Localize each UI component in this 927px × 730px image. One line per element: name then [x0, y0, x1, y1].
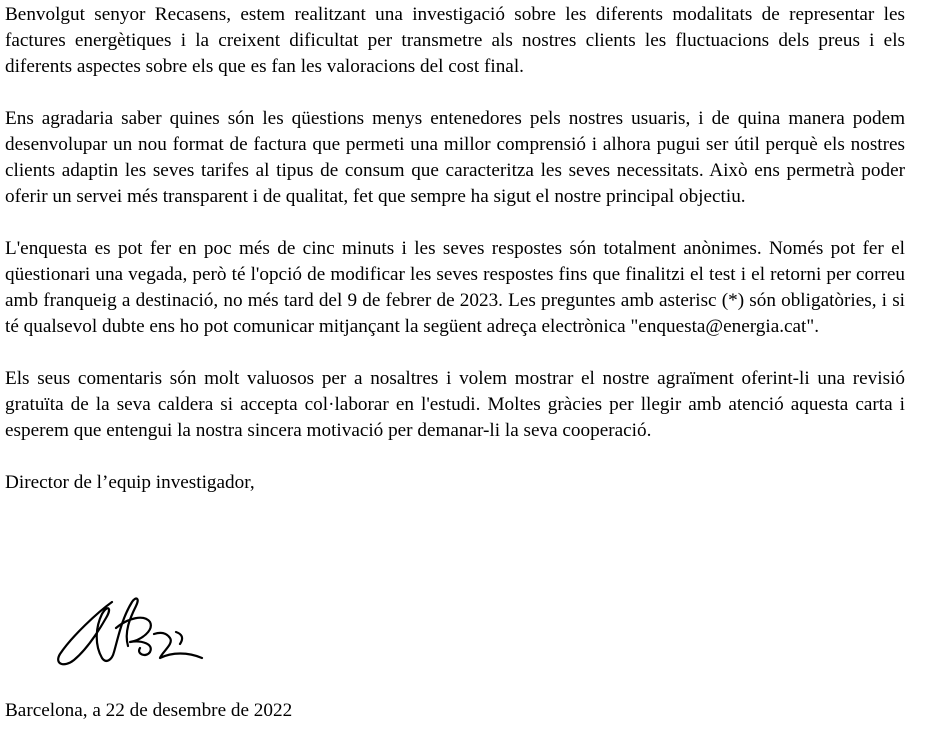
closing-line: Director de l’equip investigador, [5, 472, 255, 493]
handwritten-signature [50, 588, 220, 670]
letter-body [5, 2, 905, 496]
paragraph-purpose: Ens agradaria saber quines són les qüestions menys entenedores pels nostres usuaris, i de quina manera podem desenvolupar un nou format de factura que permeti una millor comprensió i alhora pugui ser útil perquè els nostres clients adaptin les seves tarifes al tipus de consum que caracteritza les seves necessitats. Això ens permetrà poder oferir un servei més transparent i de qualitat, fet que sempre ha sigut el nostre principal objectiu. [5, 108, 905, 207]
paragraph-survey-instructions: L'enquesta es pot fer en poc més de cinc minuts i les seves respostes són totalment anònimes. Només pot fer el qüestionari una vegada, però té l'opció de modificar les seves respostes fins que finalitzi el test i el retorni per correu amb franqueig a destinació, no més tard del 9 de febrer de 2023. Les preguntes amb asterisc (*) són obligatòries, i si té qualsevol dubte ens ho pot comunicar mitjançant la següent adreça electrònica "enquesta@energia.cat". [5, 238, 905, 337]
place-and-date: Barcelona, a 22 de desembre de 2022 [5, 700, 293, 721]
paragraph-thanks: Els seus comentaris són molt valuosos per a nosaltres i volem mostrar el nostre agraïment oferint-li una revisió gratuïta de la seva caldera si accepta col·laborar en l'estudi. Moltes gràcies per llegir amb atenció aquesta carta i esperem que entengui la nostra sincera motivació per demanar-li la seva cooperació. [5, 368, 905, 441]
paragraph-intro: Benvolgut senyor Recasens, estem realitzant una investigació sobre les diferents modalitats de representar les factures energètiques i la creixent dificultat per transmetre als nostres clients les fluctuacions dels preus i els diferents aspectes sobre els que es fan les valoracions del cost final. [5, 4, 905, 77]
